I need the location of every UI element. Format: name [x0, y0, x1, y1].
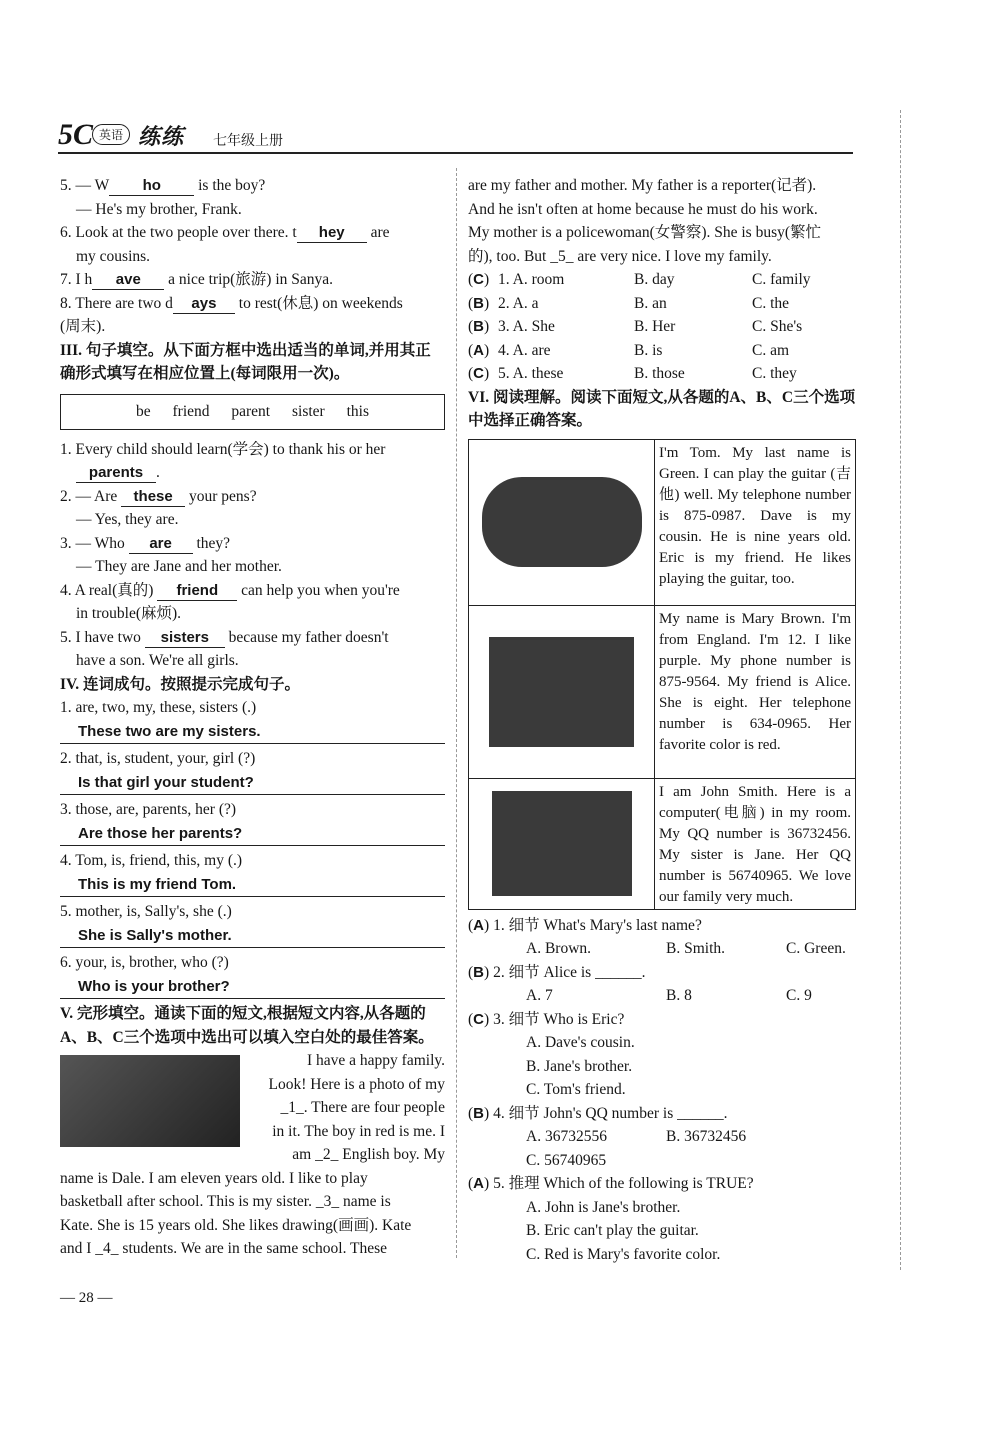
reading-questions — [468, 914, 856, 1267]
page-number: — 28 — — [60, 1290, 113, 1306]
w2: 2. that, is, student, your, girl (?) Is that girl your student? — [60, 747, 445, 795]
w4: 4. Tom, is, friend, this, my (.) This is my friend Tom. — [60, 849, 445, 897]
reading-row-tom: I'm Tom. My last name is Green. I can play the guitar (吉他) well. My telephone number is 875-0987. Dave is my cousin. He is nine years old. Eric is my friend. He likes playing the guitar, too. — [469, 440, 855, 605]
s2: 2. — Are these your pens? — [60, 487, 257, 505]
q6: 6. Look at the two people over there. t hey are — [60, 224, 390, 241]
margin-rule — [900, 110, 901, 1270]
column-divider — [456, 168, 457, 1258]
reading-question: (B) 4. 细节 John's QQ number is ______. A. 36732556 B. 36732456 C. 56740965 — [468, 1104, 747, 1169]
s5: 5. I have two sisters because my father doesn't — [60, 628, 389, 646]
reading-row-john: I am John Smith. Here is a computer(电脑) in my room. My QQ number is 36732456. My sister is Jane. Her QQ number is 56740965. We love our family very much. — [469, 778, 855, 909]
subject-badge: 英语 — [92, 124, 130, 145]
reading-grid — [468, 439, 856, 910]
guitar-photo — [469, 440, 655, 605]
w3: 3. those, are, parents, her (?) Are those her parents? — [60, 798, 445, 846]
cloze-option-row: (B) 2. A. a B. an C. the — [468, 294, 790, 312]
logo: 5C — [58, 118, 94, 151]
reading-row-mary: My name is Mary Brown. I'm from England. I'm 12. I like purple. My phone number is 875-9564. My friend is Alice. She is eight. Her telephone number is 634-0965. Her favorite color is red. — [469, 605, 855, 778]
s4: 4. A real(真的) friend can help you when you're — [60, 581, 400, 599]
reading-question: (A) 1. 细节 What's Mary's last name? A. Brown. B. Smith. C. Green. — [468, 916, 846, 957]
cloze-option-row: (C) 1. A. room B. day C. family — [468, 271, 811, 288]
s4-cont: in trouble(麻烦). — [76, 605, 182, 622]
w5: 5. mother, is, Sally's, she (.) She is Sally's mother. — [60, 900, 445, 948]
cloze-passage: I have a happy family. Look! Here is a photo of my _1_. There are four people in it. The boy in red is me. I am _2_ English boy. My name is Dale. I am eleven years old. I like to play basketball after school. This is my sister. _3_ name is Kate. She is 15 years old. She likes drawing(画画). Kate and I _4_ students. We are in the same school. These — [60, 1052, 445, 1257]
s1: 1. Every child should learn(学会) to thank his or her parents . — [60, 440, 386, 481]
cloze-option-row: (B) 3. A. She B. Her C. She's — [468, 318, 803, 335]
w6: 6. your, is, brother, who (?) Who is your brother? — [60, 951, 445, 999]
word-order-list — [60, 696, 445, 999]
brand-title: 练练 — [138, 124, 185, 149]
family-photo — [60, 1055, 240, 1147]
cloze-cont-2: And he isn't often at home because he must do his work. — [468, 200, 818, 218]
cloze-cont-4: 的), too. But _5_ are very nice. I love my family. — [468, 247, 772, 265]
reading-question: (C) 3. 细节 Who is Eric? A. Dave's cousin. B. Jane's brother. C. Tom's friend. — [468, 1010, 635, 1098]
mary-photo — [469, 606, 655, 778]
reading-question: (B) 2. 细节 Alice is ______. A. 7 B. 8 C. 9 — [468, 963, 812, 1004]
cloze-options — [468, 268, 856, 386]
reading-question: (A) 5. 推理 Which of the following is TRUE? A. John is Jane's brother. B. Eric can't play the guitar. C. Red is Mary's favorite color. — [468, 1175, 754, 1263]
right-column — [468, 174, 856, 1266]
q6-cont: my cousins. — [76, 247, 151, 265]
w1: 1. are, two, my, these, sisters (.) These two are my sisters. — [60, 696, 445, 744]
cloze-cont-3: My mother is a policewoman(女警察). She is busy(繁忙 — [468, 224, 822, 241]
q5-reply: — He's my brother, Frank. — [76, 200, 242, 218]
section-6-title: VI. 阅读理解。阅读下面短文,从各题的A、B、C三个选项中选择正确答案。 — [468, 388, 856, 429]
left-column — [60, 174, 445, 1261]
john-photo — [469, 779, 655, 909]
s3: 3. — Who are they? — [60, 534, 231, 552]
cloze-cont-1: are my father and mother. My father is a reporter(记者). — [468, 177, 817, 194]
grade-label: 七年级上册 — [213, 134, 283, 149]
cloze-option-row: (C) 5. A. these B. those C. they — [468, 365, 797, 382]
q7: 7. I h ave a nice trip(旅游) in Sanya. — [60, 271, 334, 288]
q5: 5. — W ho is the boy? — [60, 177, 266, 194]
page-header — [58, 118, 853, 154]
q8: 8. There are two d ays to rest(休息) on weekends — [60, 294, 403, 312]
section-3-title: III. 句子填空。从下面方框中选出适当的单词,并用其正确形式填写在相应位置上(每词限用一次)。 — [60, 341, 431, 382]
s3-reply: — They are Jane and her mother. — [76, 558, 282, 575]
q8-cont: (周末). — [60, 318, 106, 335]
s2-reply: — Yes, they are. — [76, 511, 179, 528]
word-box: be friend parent sister this — [60, 394, 445, 430]
s5-cont: have a son. We're all girls. — [76, 652, 239, 669]
section-4-title: IV. 连词成句。按照提示完成句子。 — [60, 675, 300, 693]
cloze-option-row: (A) 4. A. are B. is C. am — [468, 341, 790, 359]
section-5-title: V. 完形填空。通读下面的短文,根据短文内容,从各题的A、B、C三个选项中选出可以填入空白处的最佳答案。 — [60, 1005, 434, 1046]
